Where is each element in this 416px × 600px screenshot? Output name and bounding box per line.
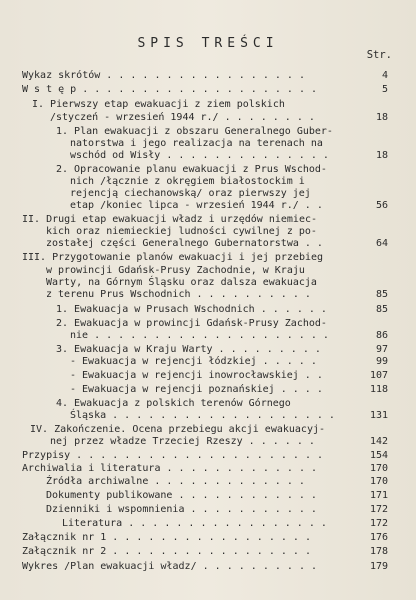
- toc-entry-text: Dokumenty publikowane . . . . . . . . . . . .: [46, 490, 317, 501]
- toc-entry-text: Przypisy . . . . . . . . . . . . . . . . . . . . .: [22, 450, 324, 461]
- toc-entry-text: kich oraz niemieckiej ludności cywilnej z po-: [46, 226, 317, 237]
- toc-entry-text: Źródła archiwalne . . . . . . . . . . . . .: [46, 476, 305, 487]
- toc-entry-text: Wykaz skrótów . . . . . . . . . . . . . . . . .: [22, 70, 305, 81]
- toc-entry-text: wschód od Wisły . . . . . . . . . . . . . .: [70, 150, 329, 161]
- toc-entry-page: 179: [369, 561, 388, 572]
- toc-entry-text: 2. Opracowanie planu ewakuacji z Prus Wschod-: [56, 164, 327, 175]
- toc-entry-text: etap /koniec lipca - wrzesień 1944 r./ . .: [70, 200, 323, 211]
- toc-entry-page: 154: [369, 450, 388, 461]
- toc-entry-text: /styczeń - wrzesień 1944 r./ . . . . . . . .: [50, 112, 315, 123]
- toc-entry-page: 170: [369, 476, 388, 487]
- toc-entry-text: Literatura . . . . . . . . . . . . . . . . .: [62, 518, 327, 529]
- toc-entry-text: Dzienniki i wspomnienia . . . . . . . . . . .: [46, 504, 317, 515]
- toc-entry-text: rejencją ciechanowską/ oraz pierwszy jej: [70, 188, 311, 199]
- toc-entry-text: w prowincji Gdańsk-Prusy Zachodnie, w Kraju: [46, 265, 305, 276]
- toc-entry-page: 97: [375, 344, 388, 355]
- toc-entry-page: 64: [375, 238, 388, 249]
- toc-entry-text: 2. Ewakuacja w prowincji Gdańsk-Prusy Zachod-: [56, 318, 327, 329]
- toc-entry-text: Śląska . . . . . . . . . . . . . . . . . . .: [70, 410, 335, 421]
- toc-entry-text: - Ewakuacja w rejencji poznańskiej . . . .: [70, 384, 323, 395]
- toc-entry-text: I. Pierwszy etap ewakuacji z ziem polskich: [32, 99, 285, 110]
- toc-entry-text: 1. Ewakuacja w Prusach Wschodnich . . . . . .: [56, 304, 327, 315]
- toc-entry-page: 172: [369, 504, 388, 515]
- toc-entry-text: - Ewakuacja w rejencji inowrocławskiej . .: [70, 370, 323, 381]
- toc-entry-text: 1. Plan ewakuacji z obszaru Generalnego Guber-: [56, 126, 333, 137]
- toc-entry-text: III. Przygotowanie planów ewakuacji i jej przebieg: [22, 252, 324, 263]
- toc-entry-text: W s t ę p . . . . . . . . . . . . . . . . . . . .: [22, 84, 318, 95]
- toc-entry-page: 176: [369, 532, 388, 543]
- toc-entry-page: 171: [369, 490, 388, 501]
- toc-entry-page: 170: [369, 463, 388, 474]
- toc-entry-page: 56: [375, 200, 388, 211]
- toc-entry-text: Załącznik nr 2 . . . . . . . . . . . . . . . . .: [22, 546, 311, 557]
- toc-entry-text: 3. Ewakuacja w Kraju Warty . . . . . . . . .: [56, 344, 321, 355]
- toc-entry-page: 5: [381, 84, 388, 95]
- toc-entry-page: 18: [375, 112, 388, 123]
- toc-entry-text: z terenu Prus Wschodnich . . . . . . . . . .: [46, 289, 311, 300]
- toc-entry-text: IV. Zakończenie. Ocena przebiegu akcji ewakuacyj-: [30, 424, 326, 435]
- page-title: SPIS TREŚCI: [137, 36, 279, 51]
- toc-entry-text: Wykres /Plan ewakuacji władz/ . . . . . . . . . .: [22, 561, 318, 572]
- toc-entry-text: - Ewakuacja w rejencji łódzkiej . . . . .: [70, 356, 317, 367]
- toc-entry-text: Archiwalia i literatura . . . . . . . . . . . . .: [22, 463, 318, 474]
- toc-entry-text: 4. Ewakuacja z polskich terenów Górnego: [56, 398, 291, 409]
- toc-entry-page: 4: [381, 70, 388, 81]
- toc-entry-page: 86: [375, 330, 388, 341]
- toc-entry-page: 142: [369, 436, 388, 447]
- toc-entry-text: nej przez władze Trzeciej Rzeszy . . . . . .: [50, 436, 315, 447]
- toc-entry-page: 131: [369, 410, 388, 421]
- toc-entry-page: 99: [375, 356, 388, 367]
- toc-entry-page: 178: [369, 546, 388, 557]
- toc-entry-text: nie . . . . . . . . . . . . . . . . . . . .: [70, 330, 329, 341]
- toc-entry-text: Warty, na Górnym Śląsku oraz dalsza ewakuacja: [46, 277, 317, 288]
- toc-entry-page: 172: [369, 518, 388, 529]
- toc-entry-text: II. Drugi etap ewakuacji władz i urzędów niemiec-: [22, 214, 318, 225]
- page-column-header: Str.: [366, 49, 392, 61]
- toc-entry-text: zostałej części Generalnego Gubernatorstwa . .: [46, 238, 323, 249]
- toc-entry-text: Załącznik nr 1 . . . . . . . . . . . . . . . . .: [22, 532, 311, 543]
- toc-entry-text: nich /łącznie z okręgiem białostockim i: [70, 176, 305, 187]
- toc-entry-page: 85: [375, 289, 388, 300]
- toc-entry-page: 85: [375, 304, 388, 315]
- toc-entry-page: 107: [369, 370, 388, 381]
- toc-entry-page: 118: [369, 384, 388, 395]
- toc-entry-text: natorstwa i jego realizacja na terenach na: [70, 138, 323, 149]
- toc-entry-page: 18: [375, 150, 388, 161]
